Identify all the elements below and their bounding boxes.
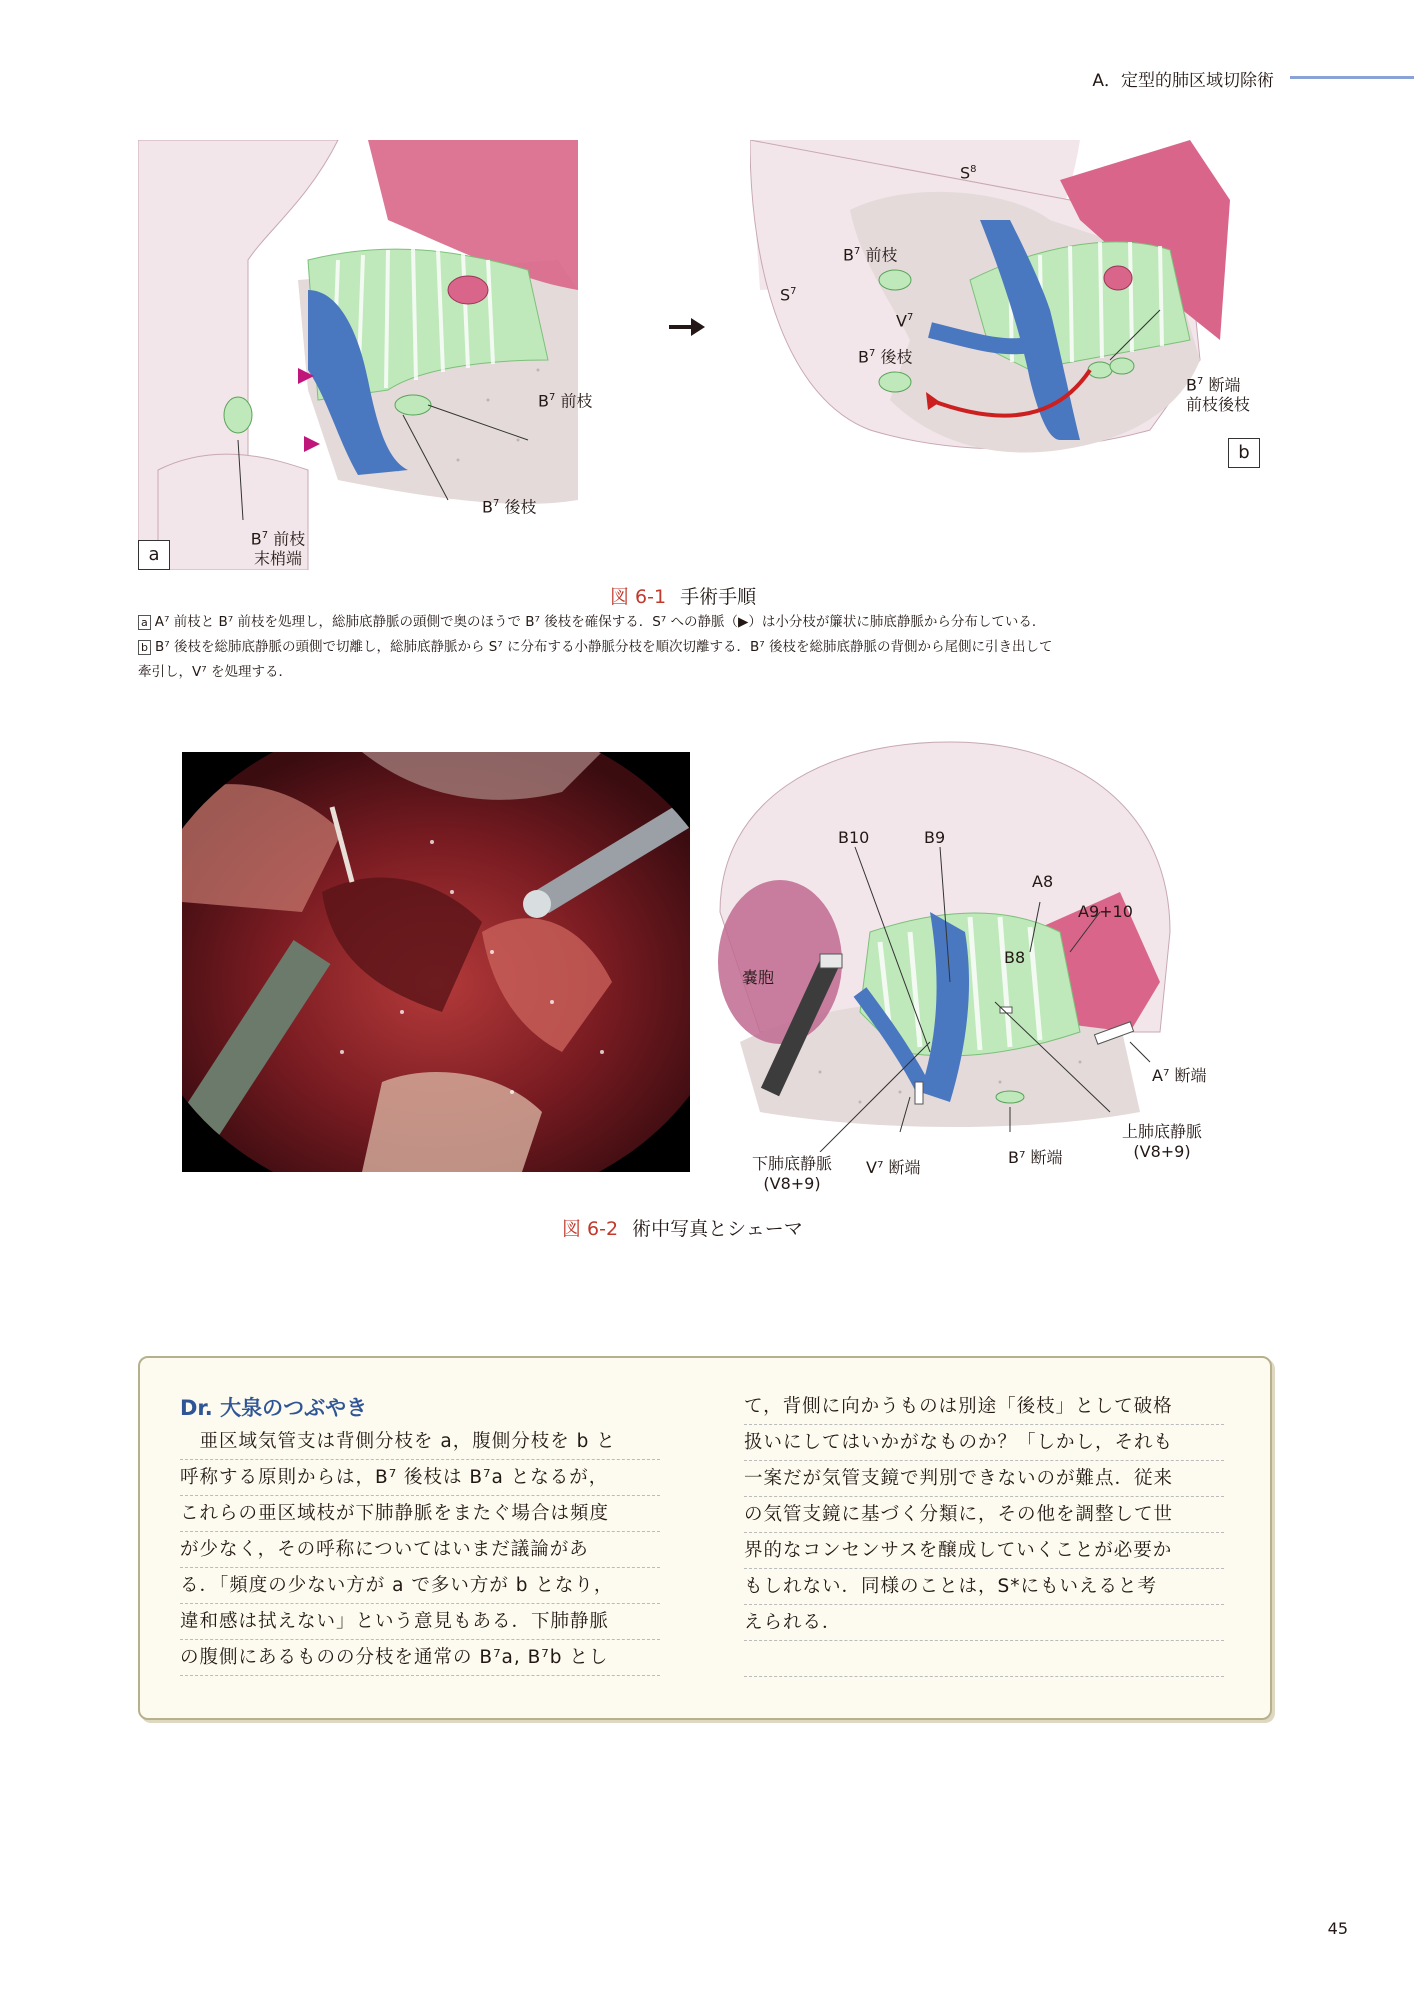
running-header: A．定型的肺区域切除術	[1092, 71, 1274, 91]
label-s8: $S^8$	[960, 163, 977, 183]
label-lower-vein-line1: 下肺底静脈	[751, 1154, 832, 1173]
figure-6-1-title: 手術手順	[680, 586, 757, 608]
note-b-key: b	[138, 640, 151, 655]
figure-6-2-schema	[700, 732, 1200, 1152]
column-left-line: 呼称する原則からは，B⁷ 後枝は B⁷a となるが，	[180, 1460, 660, 1496]
label-b7-stump-fig2: B⁷ 断端	[1008, 1148, 1063, 1167]
column-right-line: もしれない．同様のことは，S*にもいえると考	[744, 1569, 1224, 1605]
column-left-line: 亜区域気管支は背側分枝を a，腹側分枝を b と	[180, 1424, 660, 1460]
intraoperative-photo	[182, 752, 690, 1172]
figure-6-2-title: 術中写真とシェーマ	[632, 1218, 803, 1240]
label-b9: B9	[924, 828, 946, 847]
label-cyst: 嚢胞	[742, 968, 775, 987]
right-arrow-icon	[667, 314, 707, 340]
column-right-line: 扱いにしてはいかがなものか？「しかし，それも	[744, 1425, 1224, 1461]
label-b8: B8	[1004, 948, 1026, 967]
figure-6-1-number: 図 6-1	[610, 586, 667, 608]
column-left-line: る．「頻度の少ない方が a で多い方が b となり，	[180, 1568, 660, 1604]
column-right-line: の気管支鏡に基づく分類に，その他を調整して世	[744, 1497, 1224, 1533]
column-right-line: 一案だが気管支鏡で判別できないのが難点．従来	[744, 1461, 1224, 1497]
label-upper-vein-line1: 上肺底静脈	[1121, 1122, 1202, 1141]
label-b7-anterior-b-text: 前枝	[865, 245, 898, 265]
page-number: 45	[1327, 1919, 1348, 1938]
figure-6-1-note	[138, 610, 1278, 685]
note-b-text: B⁷ 後枝を総肺底静脈の頭側で切離し，総肺底静脈から S⁷ に分布する小静脈分枝を順次切離する．B⁷ 後枝を総肺底静脈の背側から尾側に引き出して	[154, 639, 1053, 655]
figure-6-1-caption	[610, 582, 756, 609]
label-b10: B10	[838, 828, 870, 847]
label-v7: $V^7$	[896, 311, 914, 331]
label-a7-stump: A⁷ 断端	[1152, 1066, 1207, 1085]
note-a-key: a	[138, 615, 151, 630]
label-b7-posterior-a: $B^7$ 後枝	[482, 497, 537, 517]
label-s8-text: S	[960, 163, 971, 183]
label-b7-stump-line2: 前枝後枝	[1186, 395, 1251, 415]
label-a8: A8	[1032, 872, 1054, 891]
note-a-text: A⁷ 前枝と B⁷ 前枝を処理し，総肺底静脈の頭側で奥のほうで B⁷ 後枝を確保する．S⁷ への静脈（▶）は小分枝が簾状に肺底静脈から分布している．	[154, 614, 1046, 630]
panel-a-box: a	[138, 540, 170, 570]
label-lower-vein	[740, 1154, 844, 1194]
column-right-line	[744, 1641, 1224, 1677]
column-left	[180, 1424, 660, 1676]
label-lower-vein-line2: (V8+9)	[763, 1174, 821, 1193]
label-s7: $S^7$	[780, 285, 797, 305]
label-a9-10: A9+10	[1078, 902, 1133, 921]
column-left-line: の腹側にあるものの分枝を通常の B⁷a, B⁷b とし	[180, 1640, 660, 1676]
label-b7-peripheral: $B^7$ 前枝 末梢端	[248, 526, 308, 569]
label-b7-anterior-a-text: 前枝	[560, 391, 593, 411]
figure-6-2-number: 図 6-2	[562, 1218, 619, 1240]
column-left-line: が少なく，その呼称についてはいまだ議論があ	[180, 1532, 660, 1568]
column-title: Dr. 大泉のつぶやき	[180, 1396, 368, 1420]
label-b7-posterior-a-text: 後枝	[504, 497, 537, 517]
column-right-line: て，背側に向かうものは別途「後枝」として破格	[744, 1389, 1224, 1425]
column-left-line: 違和感は拭えない」という意見もある．下肺静脈	[180, 1604, 660, 1640]
label-upper-vein-line2: (V8+9)	[1133, 1142, 1191, 1161]
column-left-line: これらの亜区域枝が下肺静脈をまたぐ場合は頻度	[180, 1496, 660, 1532]
figure-6-2-caption	[562, 1214, 803, 1241]
label-peripheral-line1: 前枝	[273, 529, 306, 549]
label-b7-posterior-b: $B^7$ 後枝	[858, 347, 913, 367]
label-b7-stump: $B^7$ 断端 前枝後枝	[1186, 375, 1251, 415]
label-v7-stump: V⁷ 断端	[866, 1158, 921, 1177]
label-b7-anterior-a: $B^7$ 前枝	[538, 391, 593, 411]
label-s7-text: S	[780, 285, 791, 305]
column-right	[744, 1389, 1224, 1677]
figure-6-1b-illustration	[750, 140, 1270, 480]
label-b7-anterior-b: $B^7$ 前枝	[843, 245, 898, 265]
label-peripheral-line2: 末梢端	[253, 549, 302, 569]
column-right-line: 界的なコンセンサスを醸成していくことが必要か	[744, 1533, 1224, 1569]
label-upper-vein	[1110, 1122, 1214, 1162]
label-b7-stump-line1: 断端	[1208, 375, 1241, 395]
note-b-text-2: 牽引し，V⁷ を処理する．	[138, 664, 292, 680]
header-rule	[1290, 76, 1414, 79]
column-right-line: えられる．	[744, 1605, 1224, 1641]
panel-b-box: b	[1228, 438, 1260, 468]
label-b7-posterior-b-text: 後枝	[880, 347, 913, 367]
column-box	[138, 1356, 1272, 1720]
label-v7-text: V	[896, 311, 907, 331]
